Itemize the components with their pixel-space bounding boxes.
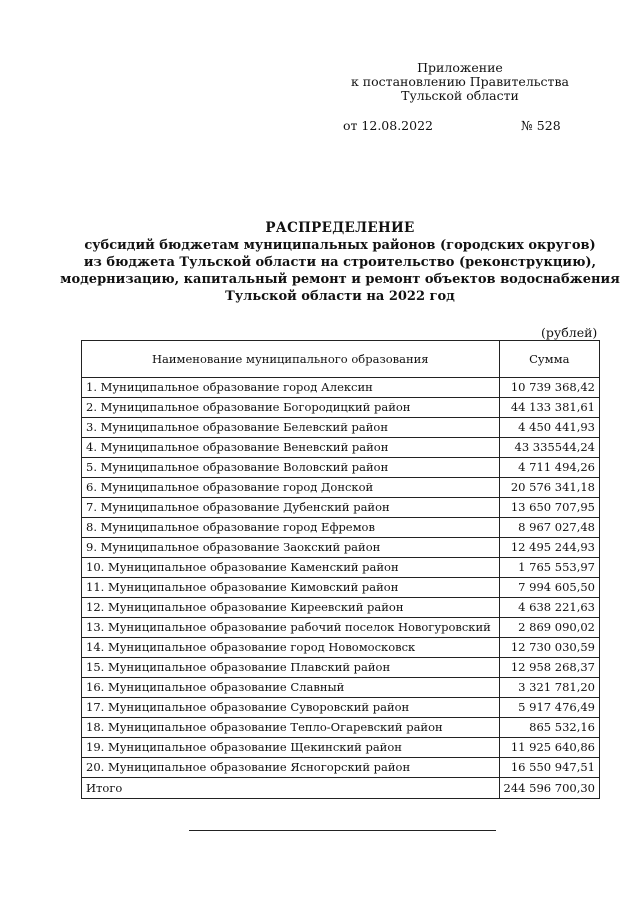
column-header-name: Наименование муниципального образования xyxy=(82,341,500,378)
title-line: Тульской области на 2022 год xyxy=(225,289,455,304)
table-row xyxy=(82,438,600,458)
resolution-date: от 12.08.2022 xyxy=(343,118,433,133)
row-name: 1. Муниципальное образование город Алексин xyxy=(82,378,500,398)
table-row xyxy=(82,698,600,718)
row-sum: 16 550 947,51 xyxy=(499,758,599,778)
table-body xyxy=(82,378,600,778)
total-sum: 244 596 700,30 xyxy=(499,778,599,799)
row-sum: 12 495 244,93 xyxy=(499,538,599,558)
row-sum: 3 321 781,20 xyxy=(499,678,599,698)
appendix-line: Тульской области xyxy=(401,88,519,103)
table-row xyxy=(82,398,600,418)
row-sum: 11 925 640,86 xyxy=(499,738,599,758)
row-name: 12. Муниципальное образование Киреевский район xyxy=(82,598,500,618)
row-sum: 4 711 494,26 xyxy=(499,458,599,478)
document-title xyxy=(60,220,620,305)
table-row xyxy=(82,618,600,638)
table-row xyxy=(82,478,600,498)
row-sum: 5 917 476,49 xyxy=(499,698,599,718)
row-name: 11. Муниципальное образование Кимовский район xyxy=(82,578,500,598)
row-sum: 43 335544,24 xyxy=(499,438,599,458)
appendix-line: Приложение xyxy=(417,60,503,75)
row-sum: 1 765 553,97 xyxy=(499,558,599,578)
row-name: 9. Муниципальное образование Заокский район xyxy=(82,538,500,558)
table-row xyxy=(82,678,600,698)
appendix-header xyxy=(340,61,580,103)
table-row xyxy=(82,558,600,578)
table-row xyxy=(82,718,600,738)
row-sum: 4 450 441,93 xyxy=(499,418,599,438)
title-line: субсидий бюджетам муниципальных районов (городских округов) xyxy=(84,238,596,253)
title-line: модернизацию, капитальный ремонт и ремонт объектов водоснабжения xyxy=(60,272,620,287)
table-row xyxy=(82,518,600,538)
row-name: 15. Муниципальное образование Плавский район xyxy=(82,658,500,678)
row-sum: 12 730 030,59 xyxy=(499,638,599,658)
row-sum: 44 133 381,61 xyxy=(499,398,599,418)
row-sum: 7 994 605,50 xyxy=(499,578,599,598)
table-row xyxy=(82,758,600,778)
row-sum: 865 532,16 xyxy=(499,718,599,738)
row-sum: 10 739 368,42 xyxy=(499,378,599,398)
distribution-table xyxy=(81,340,600,799)
row-name: 3. Муниципальное образование Белевский район xyxy=(82,418,500,438)
row-sum: 12 958 268,37 xyxy=(499,658,599,678)
row-name: 13. Муниципальное образование рабочий поселок Новогуровский xyxy=(82,618,500,638)
row-sum: 20 576 341,18 xyxy=(499,478,599,498)
table-row xyxy=(82,738,600,758)
total-label: Итого xyxy=(82,778,500,799)
row-sum: 13 650 707,95 xyxy=(499,498,599,518)
table-row xyxy=(82,598,600,618)
row-name: 2. Муниципальное образование Богородицкий район xyxy=(82,398,500,418)
row-name: 19. Муниципальное образование Щекинский район xyxy=(82,738,500,758)
row-sum: 8 967 027,48 xyxy=(499,518,599,538)
row-name: 6. Муниципальное образование город Донской xyxy=(82,478,500,498)
currency-unit: (рублей) xyxy=(541,325,598,340)
row-name: 8. Муниципальное образование город Ефремов xyxy=(82,518,500,538)
total-row xyxy=(82,778,600,799)
closing-rule xyxy=(189,830,496,831)
row-name: 4. Муниципальное образование Веневский район xyxy=(82,438,500,458)
row-name: 14. Муниципальное образование город Новомосковск xyxy=(82,638,500,658)
row-name: 18. Муниципальное образование Тепло-Огаревский район xyxy=(82,718,500,738)
row-name: 17. Муниципальное образование Суворовский район xyxy=(82,698,500,718)
table-row xyxy=(82,658,600,678)
title-main: РАСПРЕДЕЛЕНИЕ xyxy=(265,220,415,236)
resolution-number: № 528 xyxy=(521,118,561,133)
table-row xyxy=(82,638,600,658)
row-name: 16. Муниципальное образование Славный xyxy=(82,678,500,698)
table-row xyxy=(82,378,600,398)
table-header-row xyxy=(82,341,600,378)
title-line: из бюджета Тульской области на строительство (реконструкцию), xyxy=(83,255,597,270)
row-sum: 2 869 090,02 xyxy=(499,618,599,638)
table-row xyxy=(82,538,600,558)
column-header-sum: Сумма xyxy=(499,341,599,378)
table-row xyxy=(82,458,600,478)
row-name: 10. Муниципальное образование Каменский район xyxy=(82,558,500,578)
row-name: 20. Муниципальное образование Ясногорский район xyxy=(82,758,500,778)
row-name: 5. Муниципальное образование Воловский район xyxy=(82,458,500,478)
appendix-line: к постановлению Правительства xyxy=(351,74,569,89)
row-sum: 4 638 221,63 xyxy=(499,598,599,618)
row-name: 7. Муниципальное образование Дубенский район xyxy=(82,498,500,518)
table-row xyxy=(82,498,600,518)
table-row xyxy=(82,578,600,598)
table-row xyxy=(82,418,600,438)
